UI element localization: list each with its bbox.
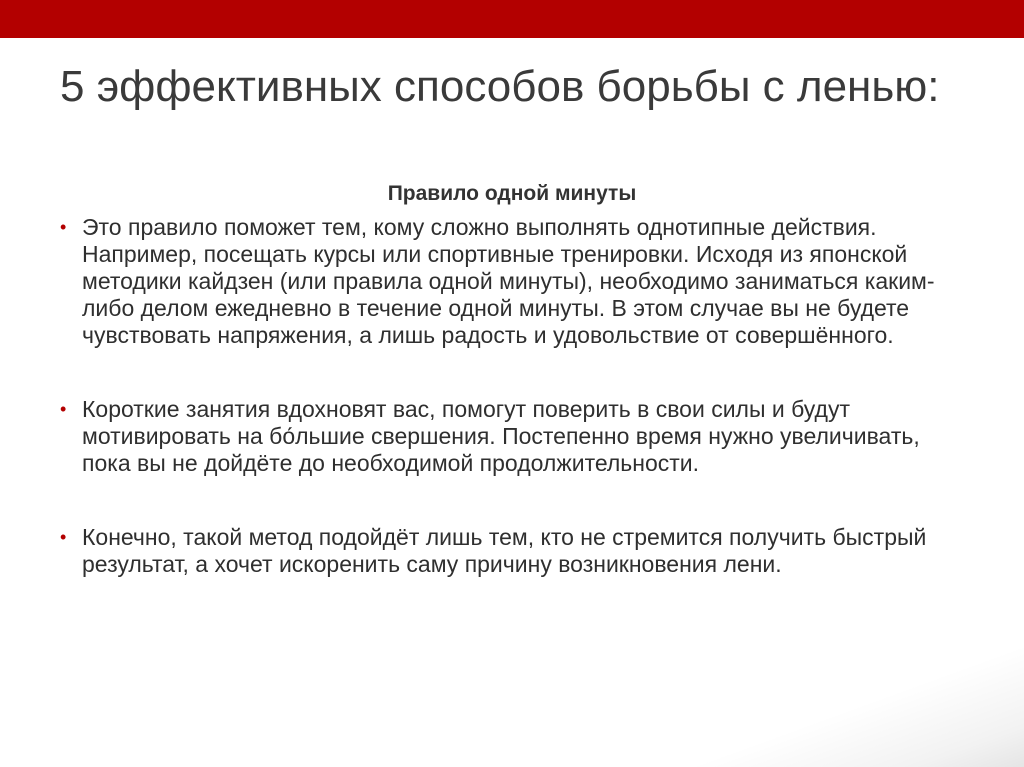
- slide-title: 5 эффективных способов борьбы с ленью:: [60, 62, 940, 111]
- bullet-text: Конечно, такой метод подойдёт лишь тем, кто не стремится получить быстрый результат, а хочет искоренить саму причину возникновения лени.: [82, 524, 927, 577]
- top-accent-bar: [0, 0, 1024, 38]
- bullet-text: Это правило поможет тем, кому сложно выполнять однотипные действия. Например, посещать курсы или спортивные тренировки. Исходя из японской методики кайдзен (или правила одной минуты), необходимо заниматься каким-либо делом ежедневно в течение одной минуты. В этом случае вы не будете чувствовать напряжения, а лишь радость и удовольствие от совершённого.: [82, 214, 935, 348]
- bullet-list: [60, 214, 960, 625]
- bullet-item: [60, 214, 960, 349]
- bullet-text: Короткие занятия вдохновят вас, помогут поверить в свои силы и будут мотивировать на бо́льшие свершения. Постепенно время нужно увеличивать, пока вы не дойдёте до необходимой продолжительности.: [82, 396, 920, 476]
- bullet-dot-icon: •: [60, 399, 67, 419]
- bullet-dot-icon: •: [60, 217, 67, 237]
- bullet-item: [60, 396, 960, 477]
- bullet-dot-icon: •: [60, 527, 67, 547]
- slide-subtitle: Правило одной минуты: [387, 182, 637, 205]
- corner-shadow: [604, 647, 1024, 767]
- bullet-item: [60, 524, 960, 578]
